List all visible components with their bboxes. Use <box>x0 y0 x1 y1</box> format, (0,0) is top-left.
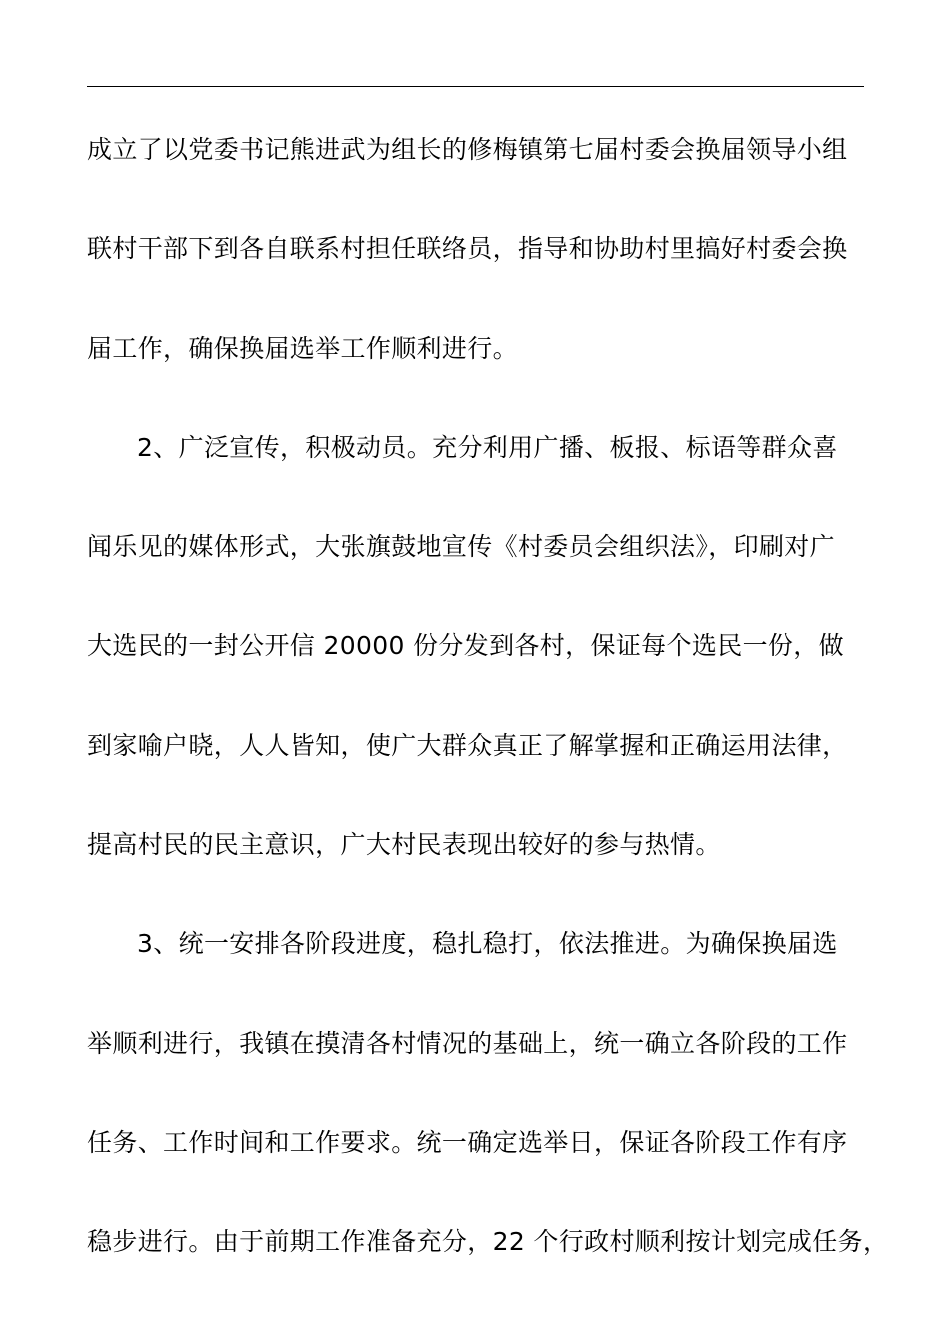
text-line-7: 到家喻户晓，人人皆知，使广大群众真正了解掌握和正确运用法律， <box>87 730 848 760</box>
text-line-10: 举顺利进行，我镇在摸清各村情况的基础上，统一确立各阶段的工作 <box>87 1028 848 1058</box>
text-line-4: 2、广泛宣传，积极动员。充分利用广播、板报、标语等群众喜 <box>137 432 838 462</box>
text-line-8: 提高村民的民主意识，广大村民表现出较好的参与热情。 <box>87 830 721 860</box>
text-line-6: 大选民的一封公开信 20000 份分发到各村，保证每个选民一份，做 <box>87 631 844 661</box>
text-line-1: 成立了以党委书记熊进武为组长的修梅镇第七届村委会换届领导小组 <box>87 135 848 164</box>
text-line-5: 闻乐见的媒体形式，大张旗鼓地宣传《村委员会组织法》，印刷对广 <box>87 532 836 562</box>
text-line-12: 稳步进行。由于前期工作准备充分，22 个行政村顺利按计划完成任务， <box>87 1227 889 1257</box>
body-text <box>87 127 889 1319</box>
text-line-9: 3、统一安排各阶段进度，稳扎稳打，依法推进。为确保换届选 <box>137 929 838 959</box>
text-line-11: 任务、工作时间和工作要求。统一确定选举日，保证各阶段工作有序 <box>87 1127 848 1157</box>
header-rule <box>87 86 864 87</box>
text-line-3: 届工作，确保换届选举工作顺利进行。 <box>87 333 518 363</box>
text-line-2: 联村干部下到各自联系村担任联络员，指导和协助村里搞好村委会换 <box>87 234 848 264</box>
